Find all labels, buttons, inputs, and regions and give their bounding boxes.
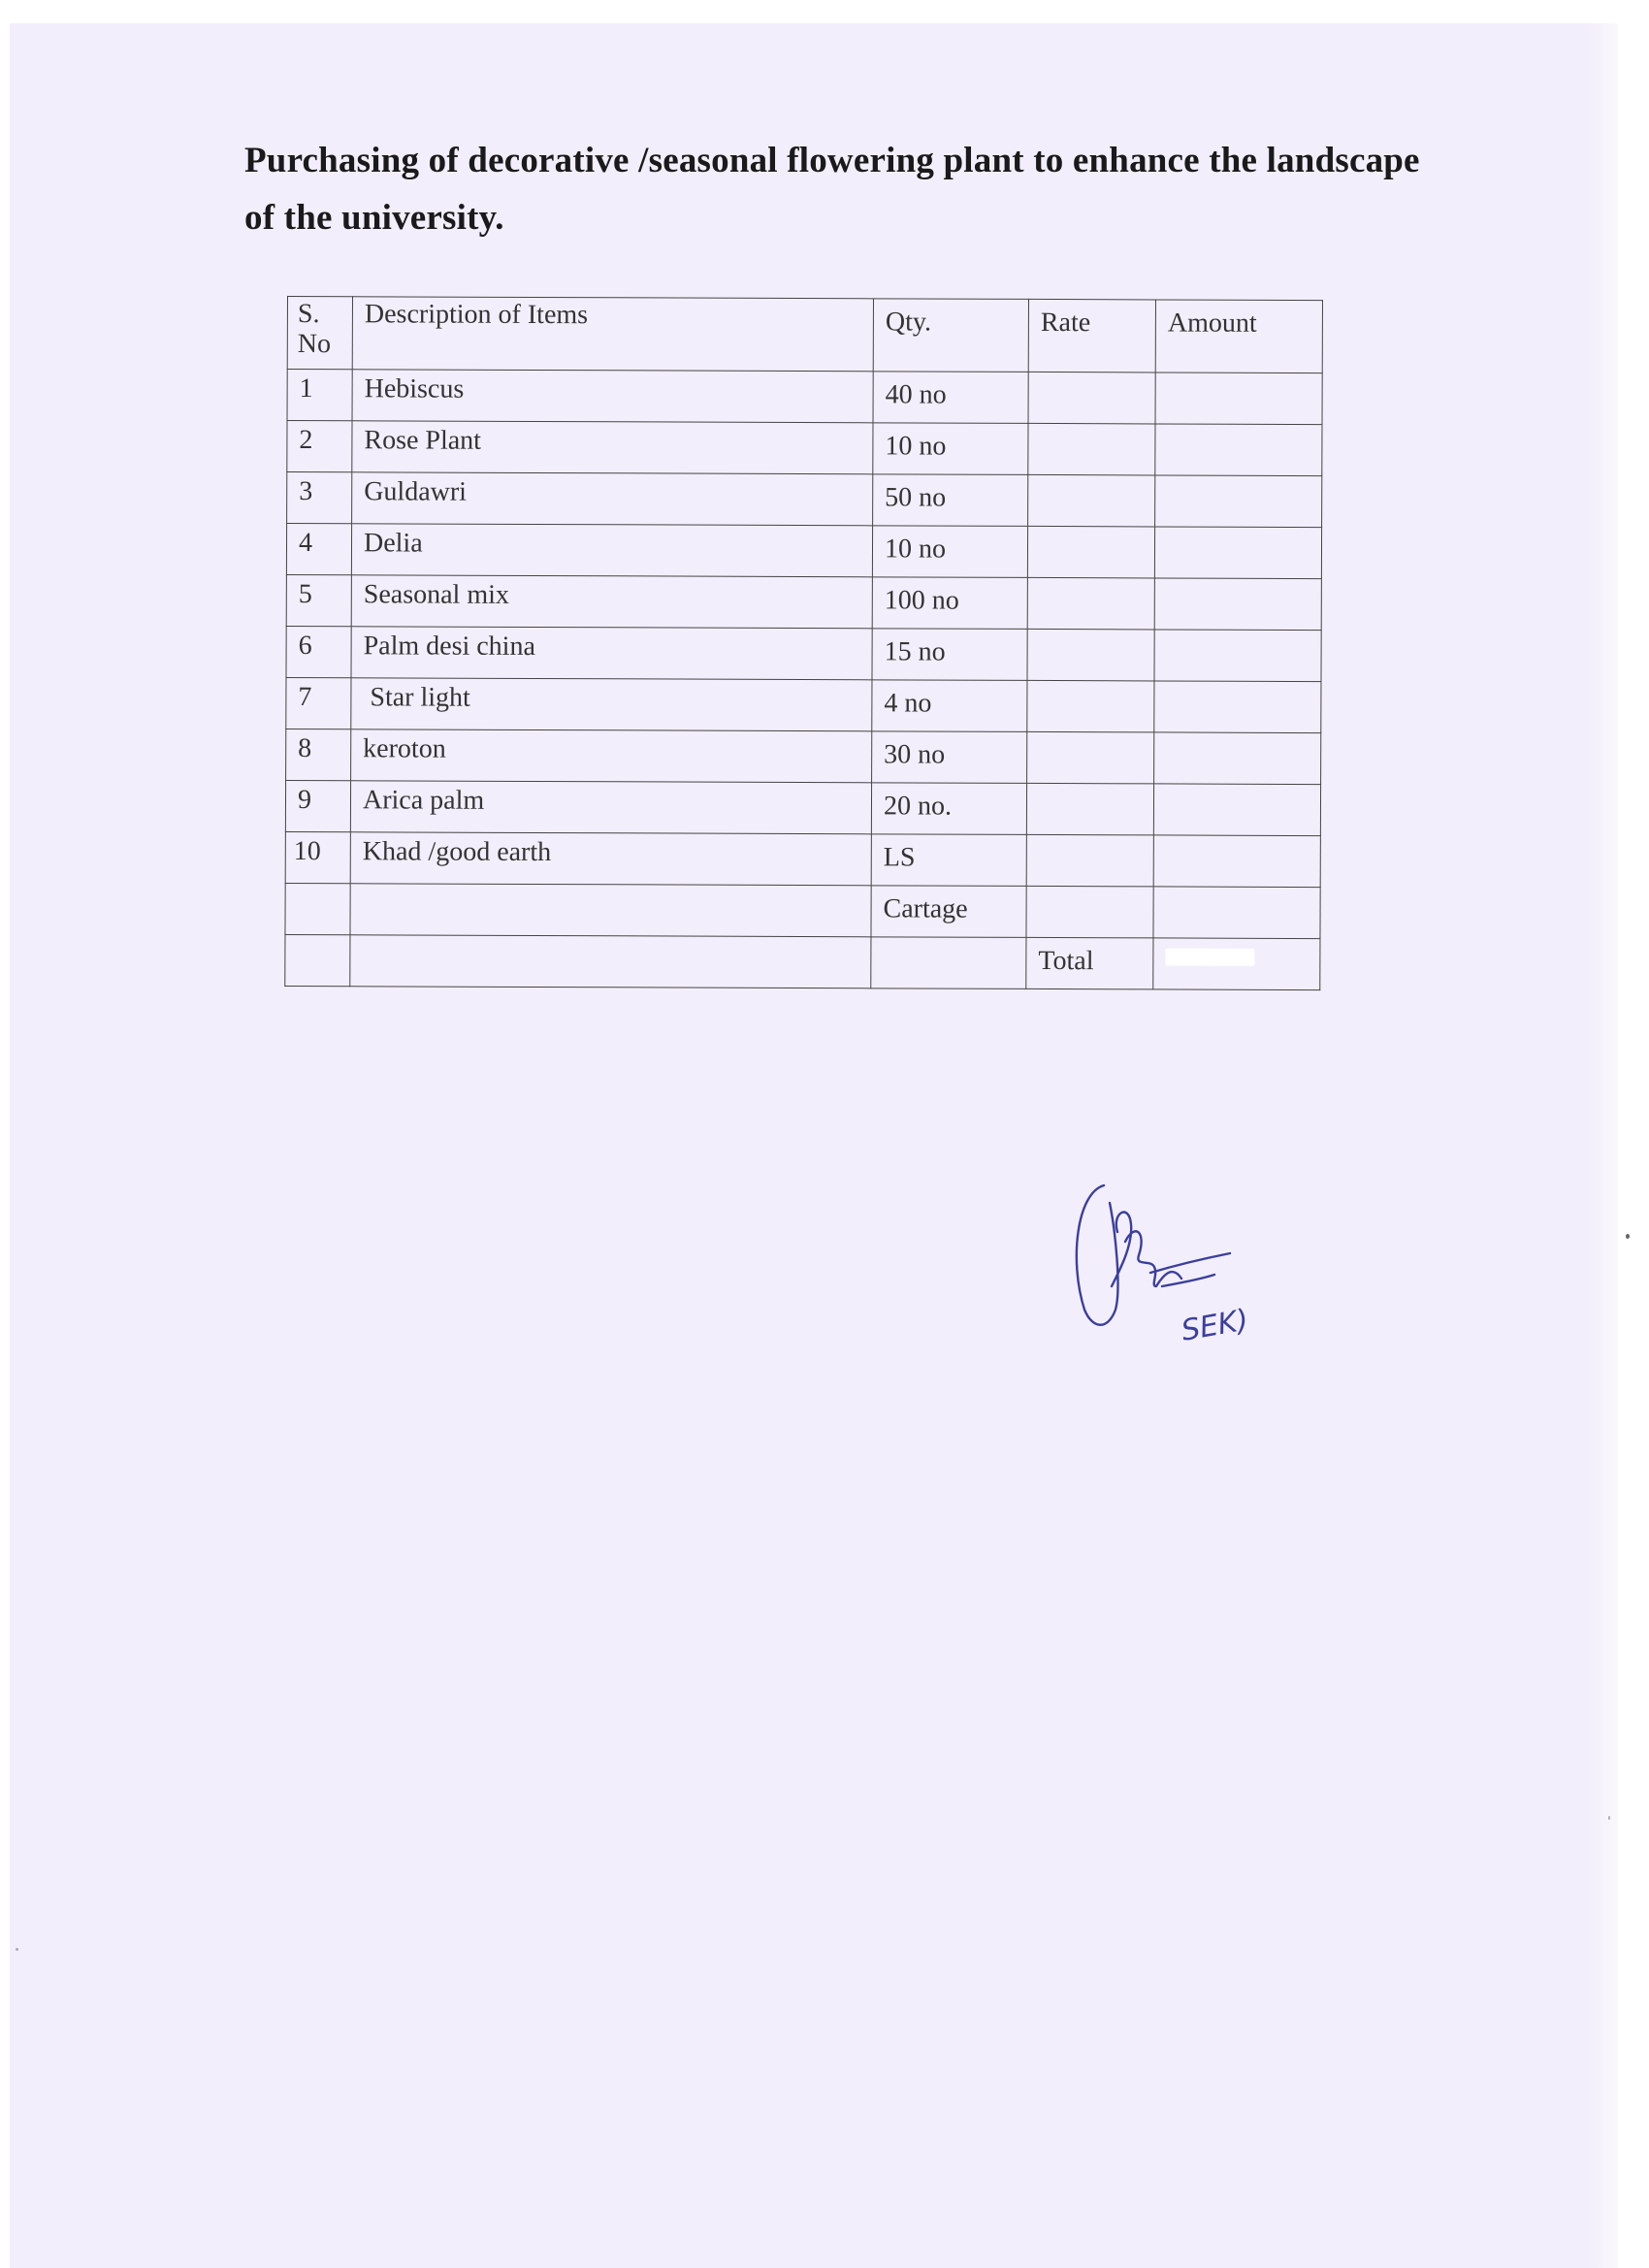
table-row [286,729,1321,784]
signature-body-stroke [1112,1213,1181,1286]
page-edge [1589,23,1618,2268]
cell-amount [1155,475,1322,528]
header-description: Description of Items [352,297,873,372]
cell-rate [1027,577,1154,630]
header-sno-line2: No [297,329,332,360]
cell-rate-empty [1026,886,1153,938]
cell-qty: 100 no [872,577,1027,630]
cell-rate [1028,423,1155,475]
cell-amount [1154,732,1321,785]
cell-sno: 2 [287,421,352,472]
cell-rate [1028,372,1155,424]
table-header-row [287,297,1322,373]
cell-sno-empty [285,883,350,934]
cell-rate [1027,526,1154,578]
table-row [286,524,1321,579]
cell-description: Khad /good earth [350,832,871,886]
cell-amount [1154,578,1321,631]
cell-amount [1154,630,1321,682]
cell-amount [1155,373,1322,425]
cell-sno: 7 [286,677,351,729]
cell-sno: 3 [287,472,352,524]
cell-amount [1154,527,1321,579]
cell-sno: 6 [286,626,351,677]
cell-qty: 20 no. [871,783,1026,835]
items-table-wrapper [284,296,1322,990]
cell-rate [1026,783,1153,835]
total-label: Total [1026,937,1153,989]
cell-sno: 8 [286,729,351,780]
cell-sno: 1 [287,370,352,421]
cell-amount [1153,784,1320,836]
signature-initials: SEK) [1179,1303,1251,1348]
cell-description: Seasonal mix [351,575,872,629]
signature-underline-stroke [1162,1275,1214,1286]
cartage-row [285,883,1320,938]
cell-qty: 40 no [873,372,1028,424]
signature-loop-stroke [1077,1185,1118,1325]
cell-sno-empty [285,934,350,986]
redacted-total-amount [1165,948,1254,965]
cell-amount [1153,835,1320,888]
cell-sno: 10 [285,831,350,883]
cell-rate [1027,731,1154,784]
cell-qty: 50 no [873,474,1028,527]
scan-speck [1626,1234,1630,1239]
handwritten-signature [1057,1174,1329,1368]
cell-description: Guldawri [352,472,873,526]
cell-qty: 10 no [872,526,1027,578]
total-amount-cell [1153,938,1320,990]
table-row [286,574,1321,630]
header-qty: Qty. [873,299,1028,373]
cell-description-empty [350,884,871,937]
cell-rate [1027,629,1154,681]
cartage-label: Cartage [871,886,1026,938]
cell-qty: 10 no [873,423,1028,475]
table-row [286,677,1321,732]
cell-sno: 5 [286,574,351,626]
header-amount: Amount [1155,300,1322,373]
table-row [287,472,1322,528]
total-row [285,934,1320,989]
scan-speck [1608,1816,1610,1820]
cell-description: keroton [351,729,872,783]
cell-description-empty [350,935,871,988]
cell-rate [1027,680,1154,732]
table-row [285,780,1320,835]
cell-description: Star light [351,678,872,731]
document-title: Purchasing of decorative /seasonal flowering plant to enhance the landscape of the university. [244,141,1420,238]
cell-description: Hebiscus [352,370,873,423]
table-row [286,626,1321,681]
cell-amount-empty [1153,887,1320,939]
cell-qty-empty [871,937,1026,989]
cell-description: Delia [351,524,872,577]
table-row [287,421,1322,476]
cell-sno: 4 [286,524,351,575]
cell-description: Rose Plant [352,421,873,474]
cell-qty: 30 no [872,731,1027,784]
cell-amount [1154,681,1321,733]
header-sno [287,297,352,370]
cell-rate [1026,834,1153,887]
cell-qty: 15 no [872,629,1027,681]
cell-description: Palm desi china [351,627,872,680]
table-row [285,831,1320,887]
header-sno-line1: S. [297,299,320,330]
cell-rate [1028,474,1155,527]
signature-tail-stroke [1150,1253,1230,1273]
table-row [287,370,1322,425]
cell-qty: 4 no [872,680,1027,732]
cell-sno: 9 [285,780,350,831]
items-table [284,296,1323,990]
scan-speck [16,1948,18,1951]
cell-description: Arica palm [350,781,871,834]
cell-amount [1155,424,1322,476]
cell-qty: LS [871,834,1026,887]
header-rate: Rate [1028,299,1155,373]
